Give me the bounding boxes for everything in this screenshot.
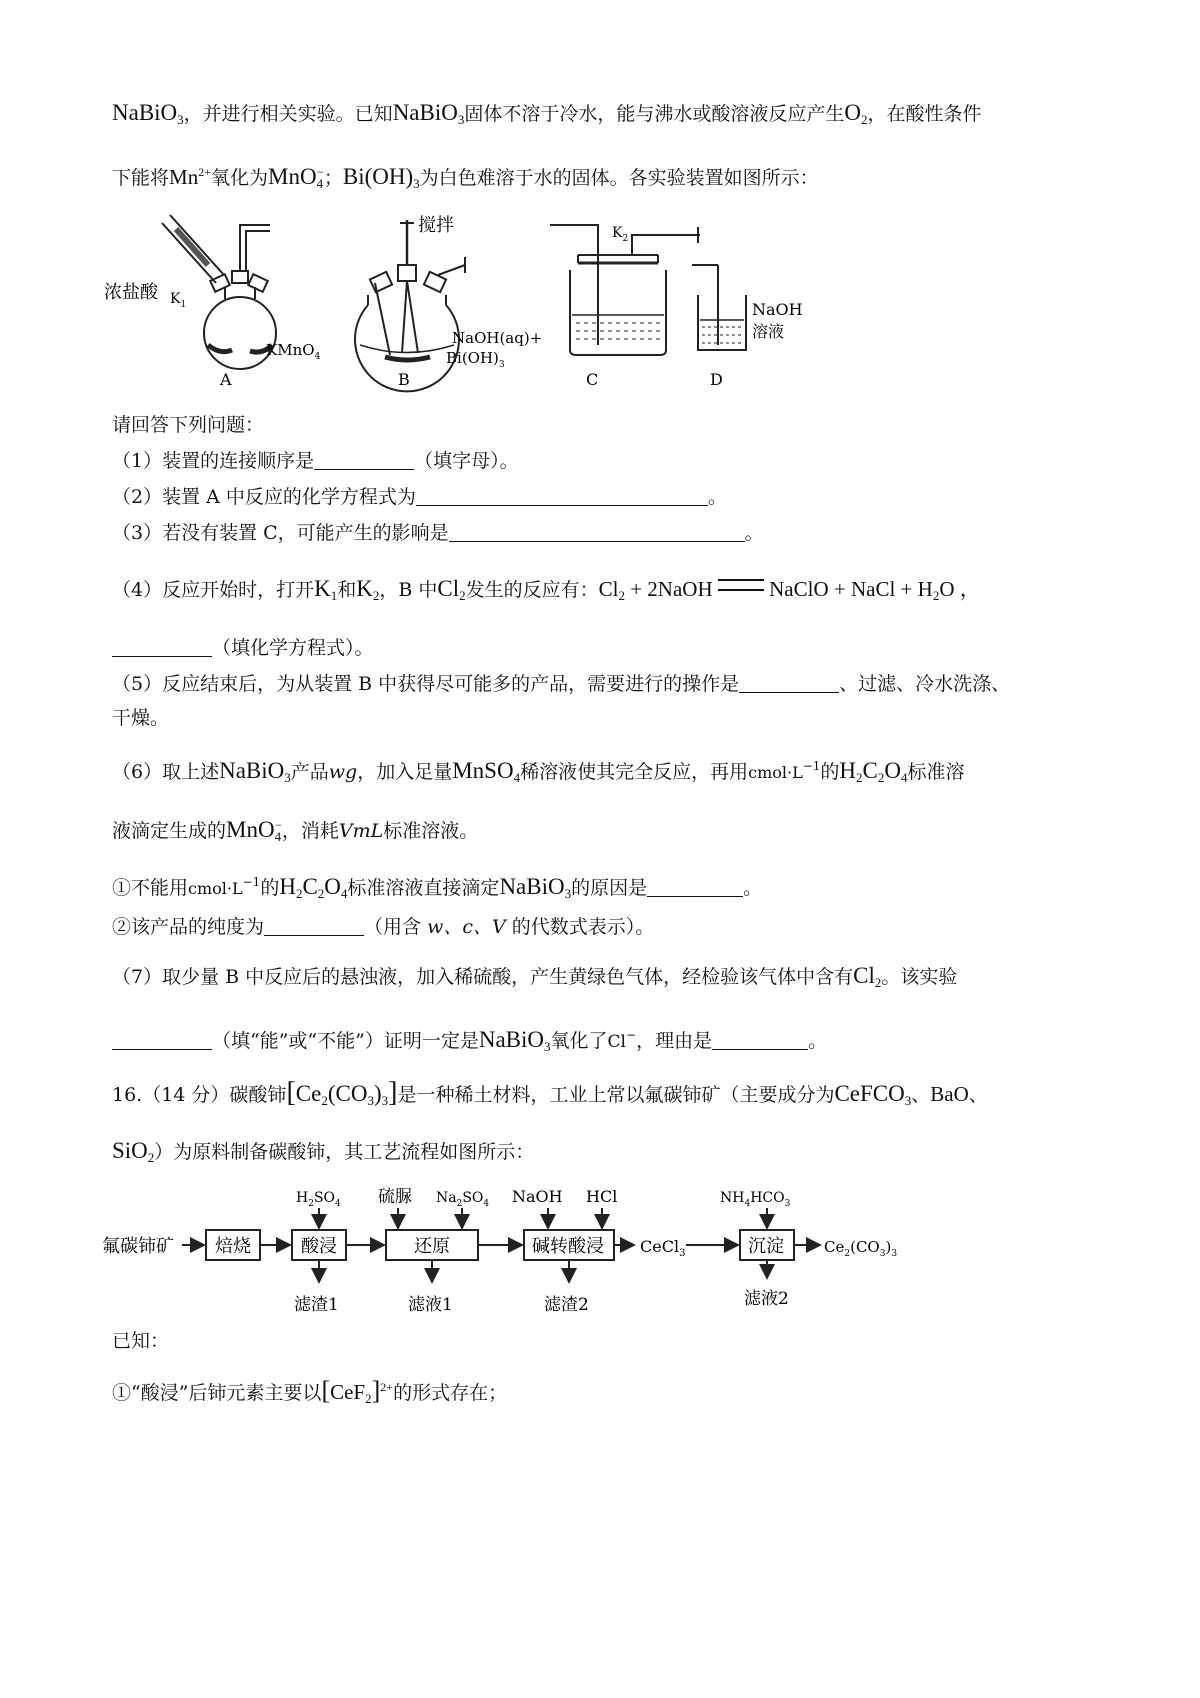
text: 。 [707,486,727,508]
text: （3）若没有装置 C，可能产生的影响是 [112,522,449,544]
text: Cl [853,963,875,988]
text: 标准溶液。 [383,820,479,842]
answer-blank[interactable] [264,913,364,936]
text: （用含 [364,916,428,938]
question-5-cont [112,703,1140,733]
flow-input-thiourea: 硫脲 [378,1187,412,1207]
text: ，理由是 [636,1030,713,1052]
text: NaBiO [392,100,458,125]
unit-conc: $cmol\cdot L^{-1}$ [188,875,261,898]
label-solution: 溶液 [752,322,785,341]
text: K [314,576,331,601]
text: （2）装置 A 中反应的化学方程式为 [112,486,416,508]
text: （5）反应结束后，为从装置 B 中获得尽可能多的产品，需要进行的操作是 [112,673,740,695]
formula-ce2co33: $[Ce_2(CO_3)_3]$ [286,1077,398,1108]
text: cmol·L [748,763,803,782]
text: 固体不溶于冷水，能与沸水或酸溶液反应产生 [464,103,845,125]
intro-line-1 [112,98,1140,135]
flow-cecl3: CeCl$_3$ [640,1237,686,1259]
flow-input-hcl: HCl [586,1187,618,1206]
question-4 [112,574,1140,611]
text: Cl [607,1032,626,1052]
text: NaBiO [478,1027,545,1052]
text: CeF [330,1380,366,1404]
text: wg [328,761,358,783]
text: NaBiO [499,874,565,899]
formula-nabio3: NaBiO$_3$ [112,100,184,127]
text: Ce [295,1081,322,1106]
flow-output-residue1: 滤渣1 [294,1295,339,1315]
flow-step-reduce: 还原 [414,1236,450,1257]
flow-step-precipitate: 沉淀 [748,1236,784,1257]
flow-input-nh4hco3: $NH_4HCO_3$ [720,1190,791,1209]
label-naoh: NaOH [752,300,803,319]
text: 下能将 [112,167,170,189]
text: MnO [226,817,275,842]
text: Cl [598,577,619,601]
text: O [844,100,861,125]
flow-input-h2so4: $H_2SO_4$ [296,1190,341,1209]
text: K [356,576,373,601]
answer-blank[interactable] [449,519,745,542]
text: MnSO [452,758,514,783]
known-title [112,1326,1140,1356]
text: ②该产品的纯度为 [112,916,265,938]
label-bioh3: $Bi(OH)_3$ [446,349,505,370]
equals-sign [718,579,764,591]
known-1 [112,1372,1140,1414]
text: ； [323,167,343,189]
text: 、过滤、冷水洗涤、 [839,673,1011,695]
formula-cl2: $Cl_2$ [437,576,466,603]
question-1 [112,446,1140,476]
question-2 [112,482,1140,512]
formula-cefco3: CeFCO$_3$ [834,1081,912,1108]
formula-nabio3: NaBiO$_3$ [478,1027,551,1054]
question-6-cont [112,810,1140,852]
text: 为白色难溶于水的固体。各实验装置如图所示： [419,167,819,189]
question-16-cont [112,1136,1140,1173]
question-6 [112,751,1140,793]
text: SiO [112,1138,148,1163]
text: （填化学方程式）。 [212,637,374,659]
formula-cl2: $Cl_2$ [853,963,882,990]
text: ①不能用 [112,877,189,899]
text: 请回答下列问题： [112,414,265,436]
apparatus-figure [100,205,920,405]
text: w、c、V [427,916,506,938]
answer-blank[interactable] [647,874,743,897]
formula-nabio3: NaBiO$_3$ [499,874,572,901]
flow-output-filtrate2: 滤液2 [744,1289,789,1309]
text: 和 [337,579,357,601]
text: ，并进行相关实验。已知 [183,103,393,125]
formula-nabio3: NaBiO$_3$ [392,100,465,127]
text: ）为原料制备碳酸铈，其工艺流程如图所示： [154,1141,535,1163]
answer-blank[interactable] [314,447,414,470]
flow-step-acid-leach: 酸浸 [301,1236,337,1257]
text: NaBiO [112,100,178,125]
formula-sio2: SiO$_2$ [112,1138,155,1165]
equation: $Cl_2$ + 2NaOH NaClO + NaCl + $H_2O$ ， [598,577,981,603]
text: MnO [268,164,317,189]
label-d: D [710,370,723,389]
text: 是一种稀土材料，工业上常以氟碳铈矿（主要成分为 [397,1084,835,1106]
text: 的 [820,761,840,783]
answer-blank[interactable] [112,634,212,657]
formula-k2: $K_2$ [356,576,380,603]
label-k1: $K_1$ [170,291,187,310]
text: 。 [744,522,764,544]
text: CeFCO [834,1081,905,1106]
text: NaClO + NaCl + H [763,577,933,601]
apparatus-c [550,225,700,355]
text: ，在酸性条件 [867,103,982,125]
text: （填字母）。 [414,450,519,472]
flow-output-filtrate1: 滤液1 [408,1295,453,1315]
text: Bi(OH) [342,164,414,189]
text: O ， [939,577,981,601]
text: 氧化为 [210,167,268,189]
text: 干燥。 [112,707,170,729]
intro-line-2 [112,157,1140,199]
text: 稀溶液使其完全反应，再用 [520,761,749,783]
formula-mno4minus: MnO$_4$− [268,164,324,191]
label-b: B [398,370,410,389]
unit-conc: $cmol\cdot L^{-1}$ [748,759,821,782]
label-kmno4: KMnO$_4$ [266,341,321,362]
answer-blank[interactable] [416,483,708,506]
text: （6）取上述 [112,761,220,783]
text: (CO [327,1081,368,1106]
text: 。该实验 [881,966,958,988]
formula-mn2plus: $Mn^{2+}$ [169,165,211,189]
text: 标准溶液直接滴定 [347,877,500,899]
text: 液滴定生成的 [112,820,227,842]
answer-blank[interactable] [112,1027,212,1050]
text: （4）反应开始时，打开 [112,579,315,601]
flow-output-residue2: 滤渣2 [544,1295,589,1315]
formula-cl-minus: Cl− [607,1028,637,1052]
text: + 2NaOH [624,577,718,601]
formula-mnso4: MnSO$_4$ [452,758,521,785]
text: 氧化了 [550,1030,608,1052]
label-a: A [220,370,232,389]
flow-step-roast: 焙烧 [215,1236,251,1257]
formula-h2c2o4: $H_2C_2O_4$ [839,758,908,785]
text: H [839,758,857,783]
label-stir: 搅拌 [418,215,454,236]
text: 的 [260,877,280,899]
answer-blank[interactable] [712,1027,808,1050]
text: 、 [968,1084,988,1106]
text: 的形式存在； [393,1382,508,1404]
text: 的原因是 [571,877,648,899]
questions-lead [112,410,1140,440]
text: 的代数式表示）。 [505,916,655,938]
flow-input-na2so4: $Na_2SO_4$ [436,1190,490,1209]
text: VmL [338,820,384,842]
label-conc-hcl: 浓盐酸 [104,282,158,303]
text: ，B 中 [379,579,438,601]
text: ①“酸浸”后铈元素主要以 [112,1382,322,1404]
apparatus-d [692,265,746,350]
flow-product: $Ce_2(CO_3)_3$ [824,1238,898,1259]
question-7 [112,961,1140,998]
text: 发生的反应有： [465,579,599,601]
text: Mn [169,165,199,189]
text: （7）取少量 B 中反应后的悬浊液，加入稀硫酸，产生黄绿色气体，经检验该气体中含有 [112,966,854,988]
text: 、 [911,1084,931,1106]
flow-step-alkali-acid: 碱转酸浸 [532,1236,604,1257]
flow-input-naoh: NaOH [512,1187,563,1206]
label-k2: $K_2$ [612,225,629,244]
text: NaBiO [219,758,285,783]
process-flow-diagram [100,1178,920,1328]
question-6-2 [112,912,1140,942]
formula-mno4minus: MnO$_4$− [226,817,282,844]
flow-start: 氟碳铈矿 [102,1236,174,1257]
text: cmol·L [188,879,243,898]
text: （填“能”或“不能”）证明一定是 [212,1030,479,1052]
text: 产品 [290,761,329,783]
text: ，消耗 [281,820,339,842]
question-3 [112,518,1140,548]
formula-nabio3: NaBiO$_3$ [219,758,291,785]
formula-h2c2o4: $H_2C_2O_4$ [279,874,348,901]
label-c: C [586,370,599,389]
question-4-cont [112,633,1140,663]
question-7-cont [112,1020,1140,1062]
formula-cef2: $[CeF_2]^{2+}$ [321,1376,394,1406]
text: Cl [437,576,460,601]
text: 已知： [112,1330,170,1352]
text: （1）装置的连接顺序是 [112,450,315,472]
formula-bao: BaO [930,1082,969,1106]
label-naoh-aq: NaOH(aq)+ [452,329,543,347]
question-5 [112,669,1140,699]
formula-bioh3: $Bi(OH)_3$ [342,164,420,191]
formula-o2: $O_2$ [844,100,868,127]
formula-k1: $K_1$ [314,576,338,603]
text: 标准溶 [907,761,965,783]
text: ，加入足量 [357,761,453,783]
answer-blank[interactable] [739,670,839,693]
question-6-1 [112,867,1140,909]
text: 16.（14 分）碳酸铈 [112,1084,287,1106]
question-16 [112,1078,1140,1116]
text: 。 [808,1030,828,1052]
text: 。 [743,877,763,899]
